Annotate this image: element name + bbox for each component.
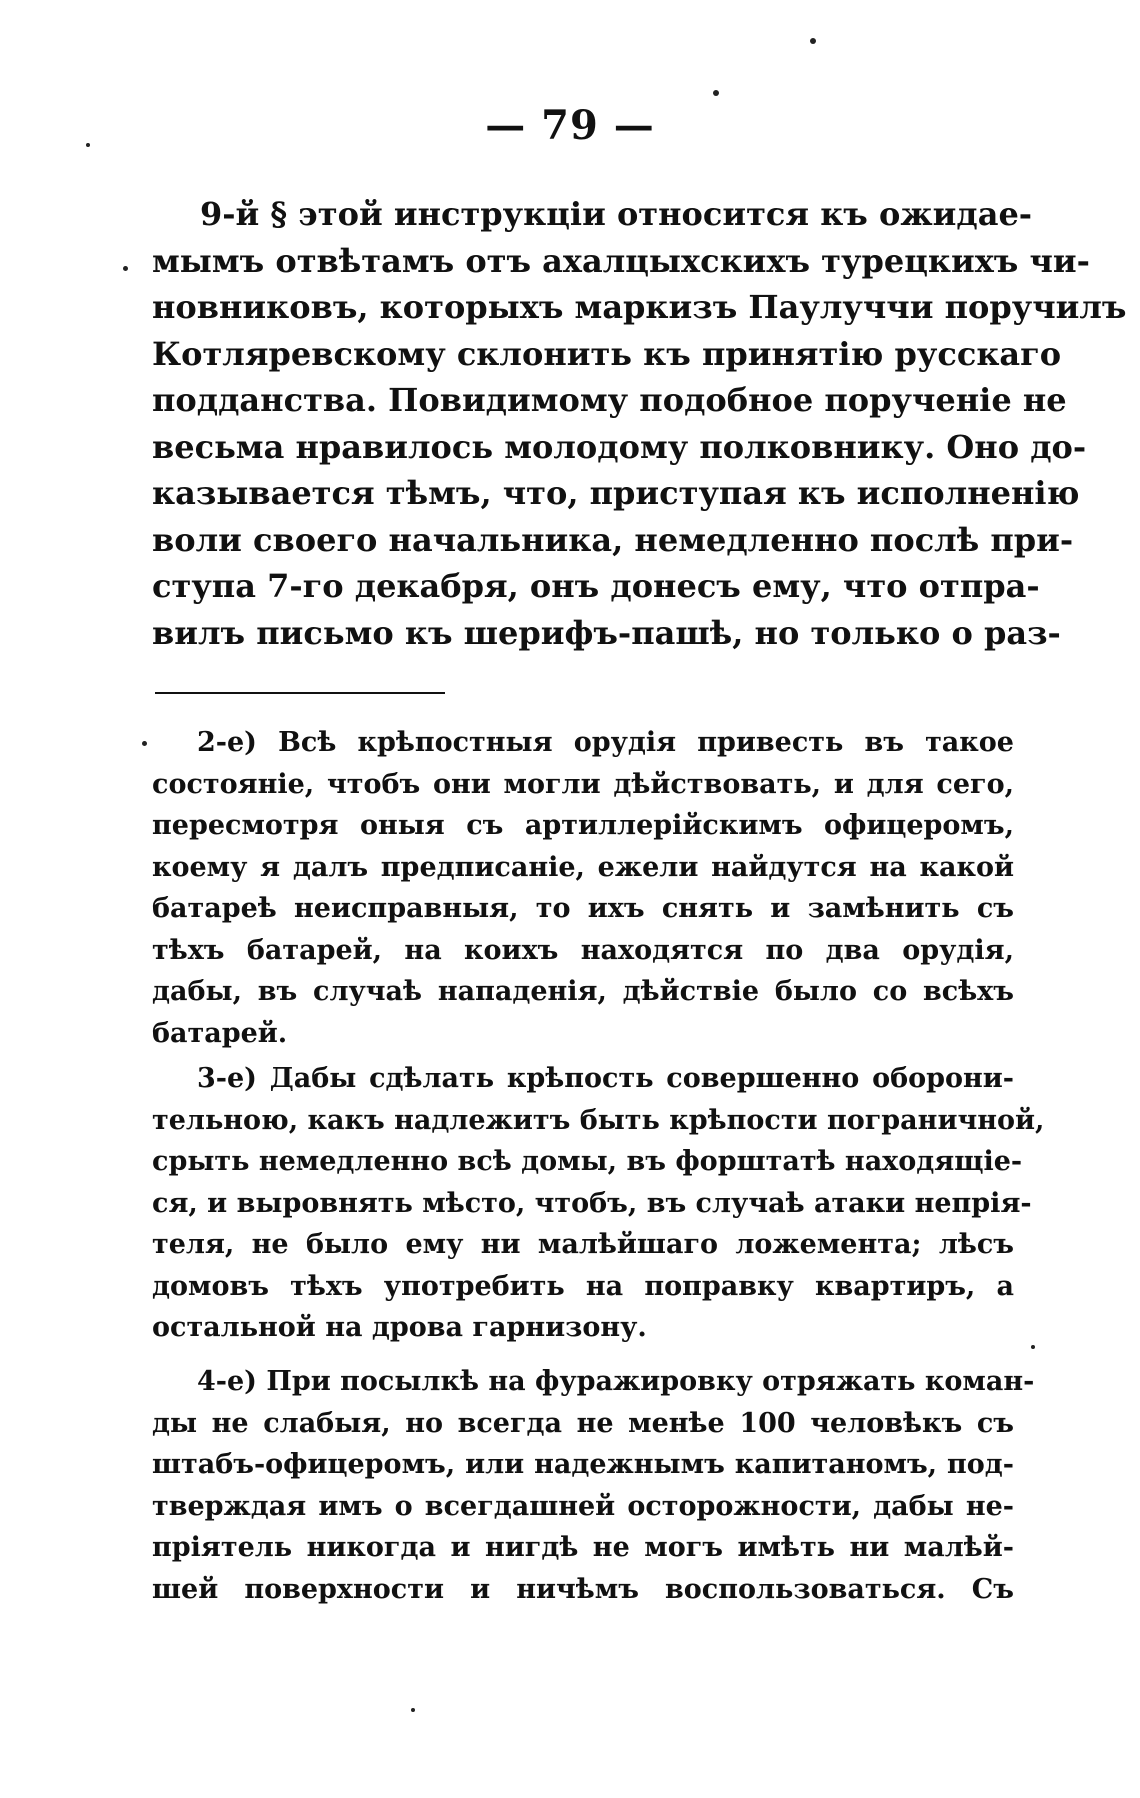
scan-speck: [86, 143, 90, 147]
text-line: вилъ письмо къ шерифъ-пашѣ, но только о раз-: [152, 613, 1061, 652]
footnote-line: пересмотря оныя съ артиллерійскимъ офицеромъ,: [152, 810, 1014, 841]
footnote-item-4: [152, 1361, 1035, 1610]
text-line: 9-й § этой инструкціи относится къ ожидае-: [200, 195, 1033, 233]
main-paragraph: [152, 191, 1127, 656]
scan-speck: [713, 90, 719, 96]
footnote-line: состояніе, чтобъ они могли дѣйствовать, и для сего,: [152, 768, 1014, 800]
scan-speck: [142, 741, 147, 746]
footnote-line: тѣхъ батарей, на коихъ находятся по два орудія,: [152, 934, 1014, 966]
text-line: казывается тѣмъ, что, приступая къ исполненію: [152, 474, 1080, 512]
footnote-line: батареѣ неисправныя, то ихъ снять и замѣнить съ: [152, 893, 1014, 924]
footnote-line: ся, и выровнять мѣсто, чтобъ, въ случаѣ атаки непрія-: [152, 1187, 1032, 1219]
scan-speck: [810, 38, 816, 44]
footnote-line: коему я далъ предписаніе, ежели найдутся на какой: [152, 851, 1014, 883]
footnote-line: 2-е) Всѣ крѣпостныя орудія привесть въ такое: [197, 727, 1014, 758]
footnote-line: остальной на дрова гарнизону.: [152, 1312, 647, 1343]
footnote-line: 4-е) При посылкѣ на фуражировку отряжать коман-: [197, 1366, 1035, 1397]
page-number: — 79 —: [485, 102, 655, 149]
footnote-line: пріятель никогда и нигдѣ не могъ имѣть ни малѣй-: [152, 1532, 1014, 1563]
footnote-line: теля, не было ему ни малѣйшаго ложемента; лѣсъ: [152, 1229, 1014, 1260]
footnote-divider: [155, 692, 445, 694]
footnote-line: ды не слабыя, но всегда не менѣе 100 человѣкъ съ: [152, 1407, 1014, 1439]
footnote-line: домовъ тѣхъ употребить на поправку квартиръ, а: [152, 1270, 1014, 1302]
footnote-line: тверждая имъ о всегдашней осторожности, дабы не-: [152, 1490, 1014, 1522]
scan-speck: [411, 1708, 415, 1712]
text-line: мымъ отвѣтамъ отъ ахалцыхскихъ турецкихъ чи-: [152, 241, 1090, 280]
footnote-line: шей поверхности и ничѣмъ воспользоваться. Съ: [152, 1573, 1014, 1605]
footnote-item-2: [152, 722, 1014, 1054]
footnote-line: штабъ-офицеромъ, или надежнымъ капитаномъ, под-: [152, 1449, 1014, 1480]
footnote-item-3: [152, 1058, 1045, 1349]
footnote-line: 3-е) Дабы сдѣлать крѣпость совершенно оборони-: [197, 1063, 1014, 1094]
text-line: Котляревскому склонить къ принятію русскаго: [152, 334, 1062, 373]
scan-speck: [123, 266, 128, 271]
text-line: новниковъ, которыхъ маркизъ Паулуччи поручилъ: [152, 288, 1127, 326]
footnote-line: тельною, какъ надлежитъ быть крѣпости пограничной,: [152, 1104, 1045, 1136]
scan-speck: [1031, 1345, 1035, 1349]
text-line: воли своего начальника, немедленно послѣ при-: [152, 520, 1074, 559]
text-line: подданства. Повидимому подобное порученіе не: [152, 381, 1067, 419]
footnote-line: дабы, въ случаѣ нападенія, дѣйствіе было со всѣхъ: [152, 976, 1014, 1007]
footnote-line: срыть немедленно всѣ домы, въ форштатѣ находящіе-: [152, 1146, 1023, 1177]
footnote-line: батарей.: [152, 1017, 288, 1049]
text-line: ступа 7-го декабря, онъ донесъ ему, что отпра-: [152, 567, 1040, 605]
text-line: весьма нравилось молодому полковнику. Оно до-: [152, 427, 1087, 466]
